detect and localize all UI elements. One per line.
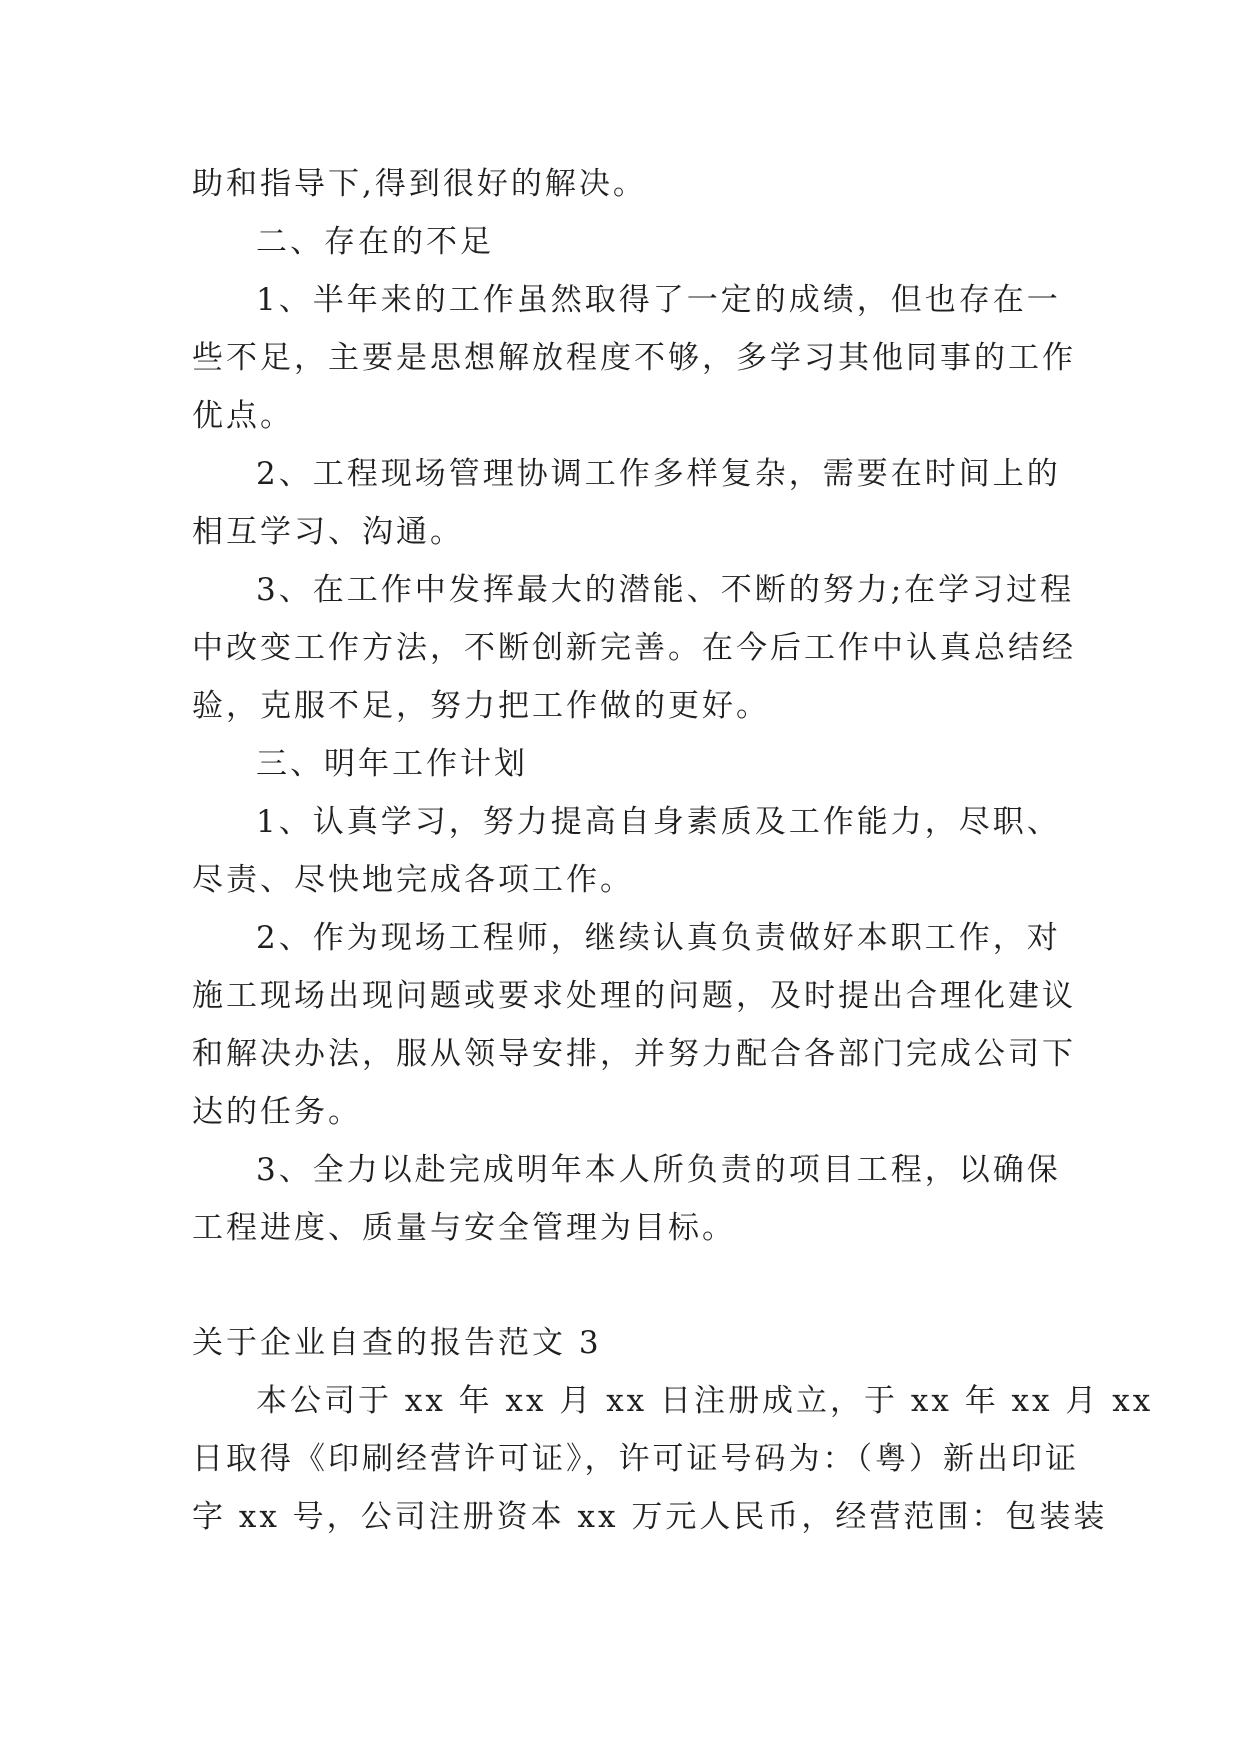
paragraph-line: 相互学习、沟通。 (192, 514, 464, 550)
paragraph-line: 2、作为现场工程师，继续认真负责做好本职工作，对 (256, 920, 1061, 956)
paragraph-line: 尽责、尽快地完成各项工作。 (192, 862, 634, 898)
document-body (192, 155, 1154, 1546)
paragraph-line: 优点。 (192, 398, 294, 434)
paragraph-line: 施工现场出现问题或要求处理的问题，及时提出合理化建议 (192, 978, 1076, 1014)
paragraph-line: 1、半年来的工作虽然取得了一定的成绩，但也存在一 (256, 282, 1061, 318)
paragraph-line: 日取得《印刷经营许可证》，许可证号码为：（粤）新出印证 (192, 1441, 1079, 1477)
document-title: 关于企业自查的报告范文 3 (192, 1325, 602, 1361)
paragraph-line: 工程进度、质量与安全管理为目标。 (192, 1210, 736, 1246)
paragraph-line: 达的任务。 (192, 1094, 362, 1130)
paragraph-line: 字 xx 号，公司注册资本 xx 万元人民币，经营范围：包装装 (192, 1499, 1108, 1535)
section-heading-plan: 三、明年工作计划 (256, 746, 528, 782)
paragraph-line: 些不足，主要是思想解放程度不够，多学习其他同事的工作 (192, 340, 1076, 376)
paragraph-line: 本公司于 xx 年 xx 月 xx 日注册成立，于 xx 年 xx 月 xx (256, 1383, 1154, 1419)
paragraph-line: 3、在工作中发挥最大的潜能、不断的努力;在学习过程 (256, 572, 1075, 608)
section-heading-shortcomings: 二、存在的不足 (256, 224, 494, 260)
paragraph-line: 助和指导下,得到很好的解决。 (192, 166, 647, 202)
section-gap (192, 1257, 1052, 1314)
paragraph-line: 3、全力以赴完成明年本人所负责的项目工程，以确保 (256, 1152, 1061, 1188)
paragraph-line: 验，克服不足，努力把工作做的更好。 (192, 688, 770, 724)
paragraph-line: 1、认真学习，努力提高自身素质及工作能力，尽职、 (256, 804, 1061, 840)
paragraph-line: 和解决办法，服从领导安排，并努力配合各部门完成公司下 (192, 1036, 1076, 1072)
paragraph-line: 2、工程现场管理协调工作多样复杂，需要在时间上的 (256, 456, 1061, 492)
paragraph-line: 中改变工作方法，不断创新完善。在今后工作中认真总结经 (192, 630, 1076, 666)
